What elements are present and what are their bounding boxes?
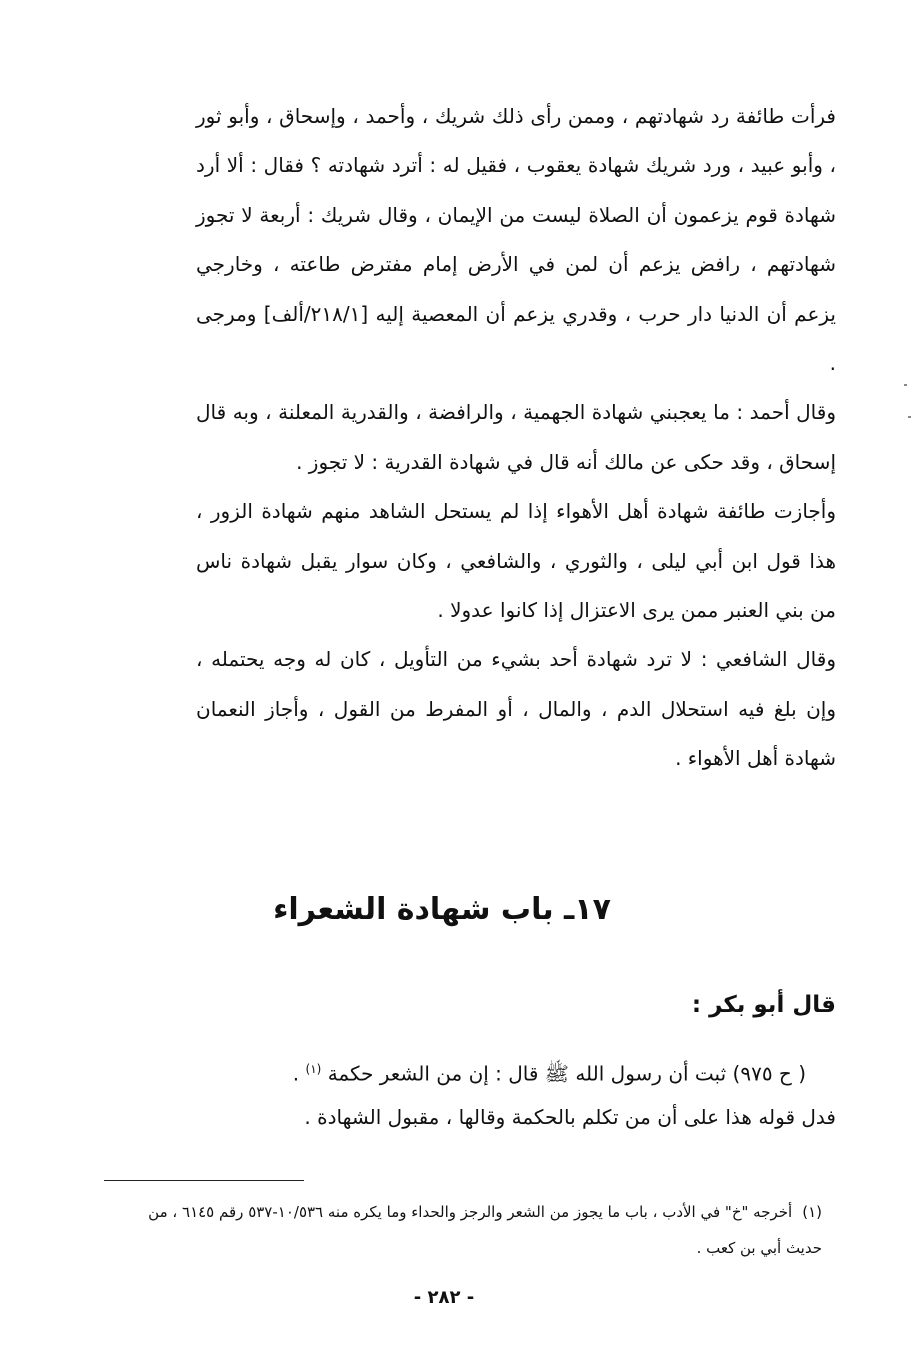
conclusion-line: فدل قوله هذا على أن من تكلم بالحكمة وقالها ، مقبول الشهادة . <box>304 1105 836 1129</box>
paragraph-1: فرأت طائفة رد شهادتهم ، وممن رأى ذلك شريك ، وأحمد ، وإسحاق ، وأبو ثور ، وأبو عبيد ، ورد شريك شهادة يعقوب ، فقيل له : أترد شهادته ؟ فقال : ألا أرد شهادة قوم يزعمون أن الصلاة ليست من الإيمان ، وقال شريك : أربعة لا تجوز شهادتهم ، رافض يزعم أن لمن في الأرض إمام مفترض طاعته ، وخارجي يزعم أن الدنيا دار حرب ، وقدري يزعم أن المعصية إليه [٢١٨/١/ألف] ومرجى . <box>196 104 836 376</box>
paragraph-3: وأجازت طائفة شهادة أهل الأهواء إذا لم يستحل الشاهد منهم شهادة الزور ، هذا قول ابن أبي ليلى ، والثوري ، والشافعي ، وكان سوار يقبل شهادة ناس من بني العنبر ممن يرى الاعتزال إذا كانوا عدولا . <box>196 499 836 623</box>
footnote-text: أخرجه "خ" في الأدب ، باب ما يجوز من الشعر والرجز والحداء وما يكره منه ١٠/٥٣٦-٥٣٧ رقم ٦١٤٥ ، من حديث أبي بن كعب . <box>148 1203 822 1257</box>
speaker-heading: قال أبو بكر : <box>691 992 836 1018</box>
hadith-line <box>106 1045 806 1098</box>
footnote-reference[interactable]: (١) <box>305 1062 322 1076</box>
body-text <box>196 92 836 784</box>
paragraph-2: وقال أحمد : ما يعجبني شهادة الجهمية ، والرافضة ، والقدرية المعلنة ، وبه قال إسحاق ، وقد حكى عن مالك أنه قال في شهادة القدرية : لا تجوز . <box>196 400 836 474</box>
hadith-text: ( ح ٩٧٥) ثبت أن رسول الله ﷺ قال : إن من الشعر حكمة <box>327 1061 806 1086</box>
scan-speck <box>904 384 907 386</box>
hadith-end: . <box>292 1061 306 1086</box>
page-number: - ٢٨٢ - <box>413 1287 475 1308</box>
scan-speck <box>908 416 911 418</box>
chapter-title: ١٧ـ باب شهادة الشعراء <box>273 892 611 927</box>
footnote-divider <box>104 1180 304 1181</box>
footnote-mark: (١) <box>802 1203 822 1221</box>
footnote <box>114 1194 822 1266</box>
paragraph-4: وقال الشافعي : لا ترد شهادة أحد بشيء من التأويل ، كان له وجه يحتمله ، وإن بلغ فيه استحلال الدم ، والمال ، أو المفرط من القول ، وأجاز النعمان شهادة أهل الأهواء . <box>196 647 836 771</box>
